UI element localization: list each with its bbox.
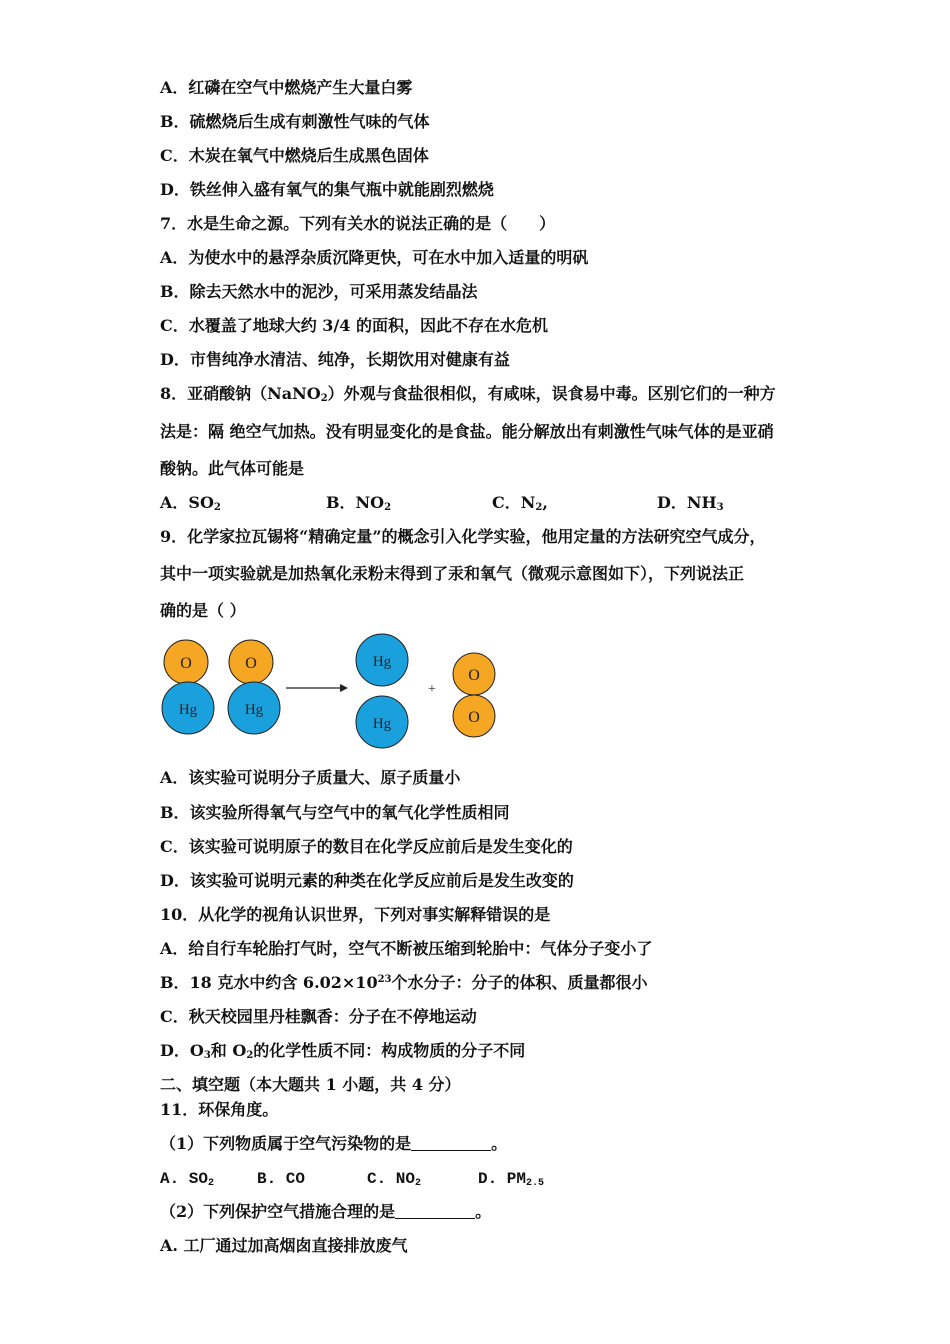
q9-stem-line-1: 9．化学家拉瓦锡将“精确定量”的概念引入化学实验，他用定量的方法研究空气成分，: [160, 527, 766, 546]
q6-option-c: C．木炭在氧气中燃烧后生成黑色固体: [160, 146, 429, 165]
oxygen-atom-label: O: [468, 667, 480, 684]
mercury-atom-label: Hg: [244, 702, 264, 718]
oxygen-atom-label: O: [180, 655, 192, 672]
q9-option-b: B．该实验所得氧气与空气中的氧气化学性质相同: [160, 803, 510, 822]
oxygen-molecule: [453, 653, 495, 737]
q7-option-b: B．除去天然水中的泥沙，可采用蒸发结晶法: [160, 282, 478, 301]
section-heading: 二、填空题（本大题共 1 小题，共 4 分）: [160, 1075, 461, 1094]
q10-option-d: D．$O_3$和 $O_2$的化学性质不同：构成物质的分子不同: [160, 1041, 526, 1061]
q11-option-d: D. $PM_{2.5}$: [478, 1170, 545, 1189]
q9-option-d: D．该实验可说明元素的种类在化学反应前后是发生改变的: [160, 871, 574, 890]
reaction-arrow-icon: [286, 684, 348, 692]
q8-option-b: B．$NO_2$: [326, 493, 392, 513]
q10-option-b: B．18 克水中约含 $6.02\times 10^{23}$个水分子：分子的体积、质量都很小: [160, 973, 648, 992]
hgo-molecule-1: [162, 640, 214, 734]
q11-sub-question-2: （2）下列保护空气措施合理的是 。: [160, 1202, 492, 1221]
q9-stem-line-2: 其中一项实验就是加热氧化汞粉末得到了汞和氧气（微观示意图如下），下列说法正: [160, 564, 745, 583]
q11-option-a: A. $SO_2$: [160, 1170, 215, 1189]
answer-blank-2[interactable]: [395, 1204, 475, 1219]
mercury-atom-label: Hg: [178, 702, 198, 718]
hgo-molecule-2: [228, 640, 280, 734]
mercury-oxide-decomposition-diagram: [150, 630, 550, 760]
q7-stem: 7．水是生命之源。下列有关水的说法正确的是（ ）: [160, 214, 556, 233]
q6-option-a: A．红磷在空气中燃烧产生大量白雾: [160, 78, 413, 97]
q8-option-c: C．$N_2$,: [492, 493, 548, 513]
q7-option-d: D．市售纯净水清洁、纯净，长期饮用对健康有益: [160, 350, 510, 369]
q9-option-c: C．该实验可说明原子的数目在化学反应前后是发生变化的: [160, 837, 573, 856]
q11-option-c: C. $NO_2$: [367, 1170, 422, 1189]
q6-option-d: D．铁丝伸入盛有氧气的集气瓶中就能剧烈燃烧: [160, 180, 494, 199]
answer-blank-1[interactable]: [411, 1136, 491, 1151]
q9-option-a: A．该实验可说明分子质量大、原子质量小: [160, 768, 461, 787]
q11-sub2-option-a: A. 工厂通过加高烟囱直接排放废气: [160, 1236, 408, 1255]
q7-option-c: C．水覆盖了地球大约 3/4 的面积，因此不存在水危机: [160, 316, 548, 335]
q8-stem-line-1: 8．亚硝酸钠（NaNO$_2$）外观与食盐很相似，有咸味，误食易中毒。区别它们的一种方: [160, 384, 776, 404]
oxygen-atom-label: O: [245, 655, 257, 672]
oxygen-atom-label: O: [468, 709, 480, 726]
mercury-atom-label: Hg: [372, 654, 392, 670]
q9-stem-line-3: 确的是（ ）: [160, 601, 246, 620]
q11-option-b: B. CO: [257, 1170, 306, 1188]
q8-stem-line-3: 酸钠。此气体可能是: [160, 459, 305, 478]
q7-option-a: A．为使水中的悬浮杂质沉降更快，可在水中加入适量的明矾: [160, 248, 589, 267]
q11-sub-question-1: （1）下列物质属于空气污染物的是 。: [160, 1134, 508, 1153]
q8-stem-line-2: 法是：隔 绝空气加热。没有明显变化的是食盐。能分解放出有刺激性气味气体的是亚硝: [160, 422, 774, 441]
mercury-atoms: [356, 634, 408, 748]
q8-option-a: A．$SO_2$: [160, 493, 221, 513]
q6-option-b: B．硫燃烧后生成有刺激性气味的气体: [160, 112, 430, 131]
mercury-atom-label: Hg: [372, 716, 392, 732]
q10-option-c: C．秋天校园里丹桂飘香：分子在不停地运动: [160, 1007, 477, 1026]
q10-stem: 10．从化学的视角认识世界，下列对事实解释错误的是: [160, 905, 551, 924]
q10-option-a: A．给自行车轮胎打气时，空气不断被压缩到轮胎中：气体分子变小了: [160, 939, 653, 958]
q8-option-d: D．$NH_3$: [657, 493, 724, 513]
plus-sign: +: [428, 682, 436, 697]
q11-stem: 11．环保角度。: [160, 1100, 279, 1119]
